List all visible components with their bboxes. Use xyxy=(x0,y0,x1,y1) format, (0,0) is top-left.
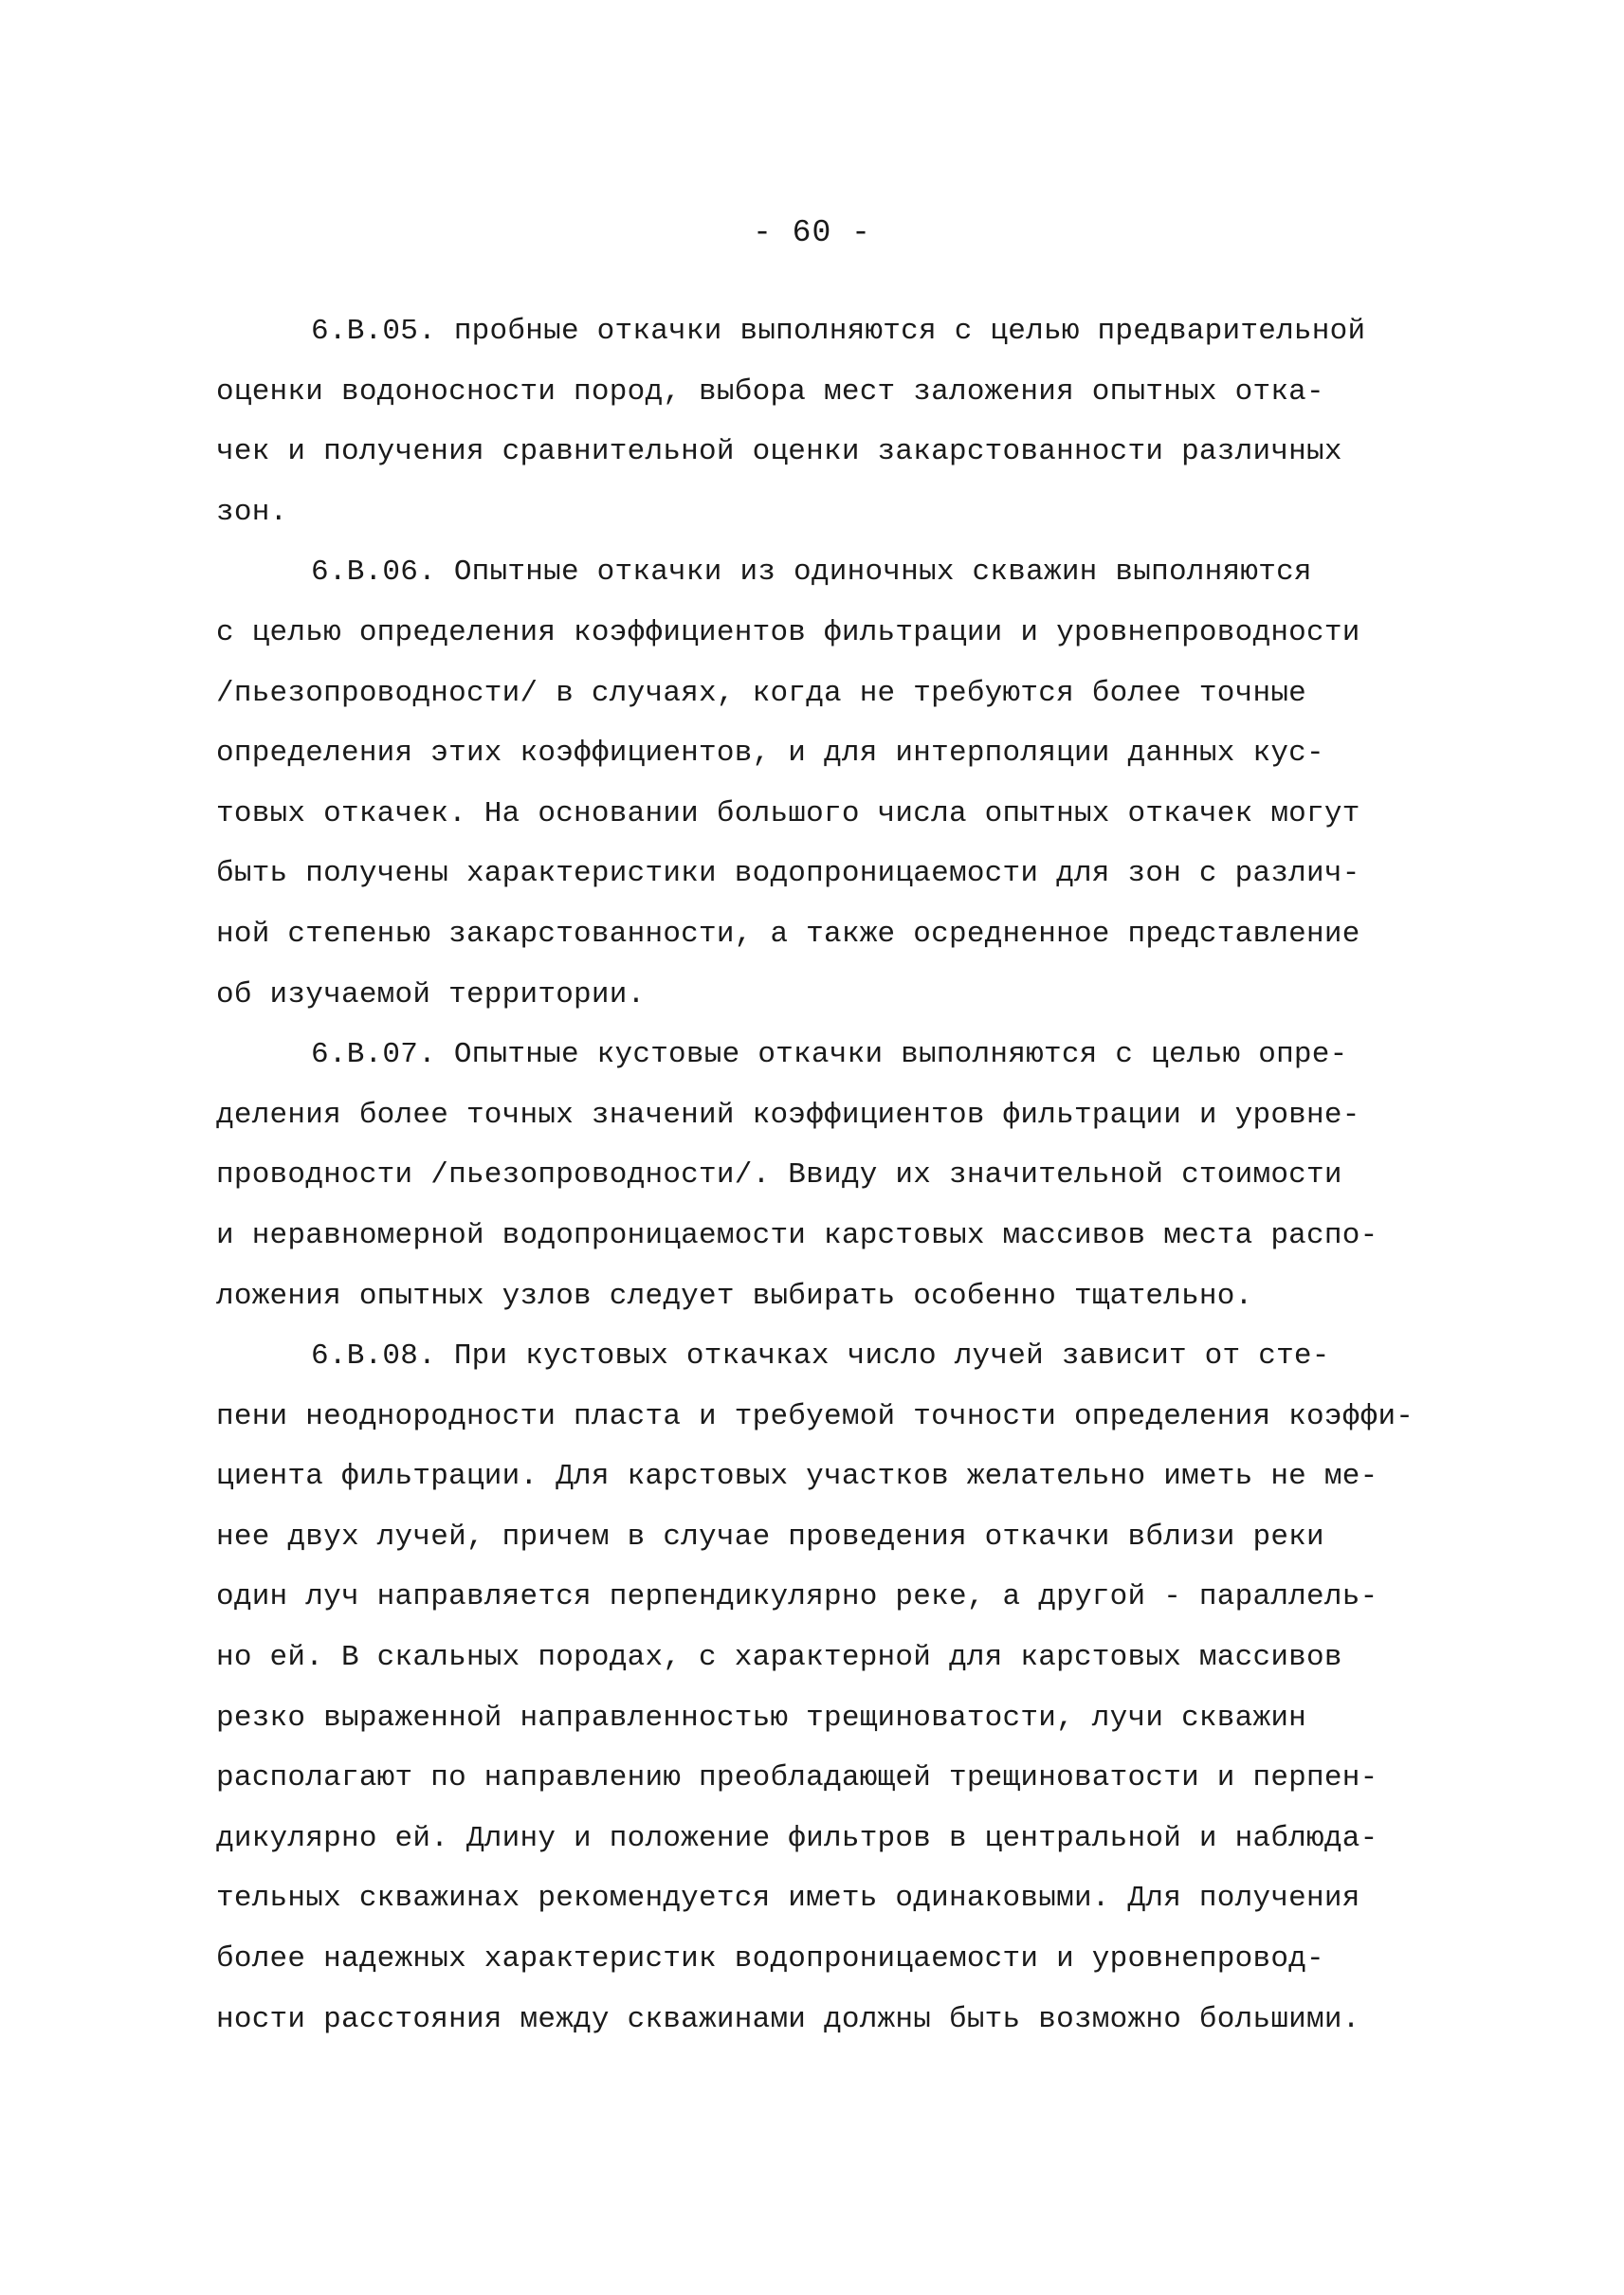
text-line: один луч направляется перпендикулярно реке, а другой - параллель- xyxy=(216,1580,1378,1614)
text-line: циента фильтрации. Для карстовых участков желательно иметь не ме- xyxy=(216,1460,1378,1494)
text-line: 6.В.08. При кустовых откачках число лучей зависит от сте- xyxy=(311,1339,1330,1374)
text-line: резко выраженной направленностью трещиноватости, лучи скважин xyxy=(216,1701,1307,1735)
text-line: проводности /пьезопроводности/. Ввиду их значительной стоимости xyxy=(216,1158,1342,1193)
text-line: /пьезопроводности/ в случаях, когда не требуются более точные xyxy=(216,676,1307,710)
text-line: товых откачек. На основании большого числа опытных откачек могут xyxy=(216,796,1360,830)
text-line: пени неоднородности пласта и требуемой точности определения коэффи- xyxy=(216,1399,1414,1433)
text-line: зон. xyxy=(216,495,288,529)
text-line: располагают по направлению преобладающей трещиноватости и перпен- xyxy=(216,1761,1378,1795)
text-line: оценки водоносности пород, выбора мест заложения опытных отка- xyxy=(216,374,1324,409)
text-line: об изучаемой территории. xyxy=(216,977,646,1011)
text-line: ной степенью закарстованности, а также осредненное представление xyxy=(216,917,1360,951)
text-line: 6.В.06. Опытные откачки из одиночных скважин выполняются xyxy=(311,556,1312,590)
text-line: тельных скважинах рекомендуется иметь одинаковыми. Для получения xyxy=(216,1882,1360,1916)
text-line: 6.В.05. пробные откачки выполняются с целью предварительной xyxy=(311,315,1366,348)
text-line: деления более точных значений коэффициентов фильтрации и уровне- xyxy=(216,1098,1360,1132)
text-line: нее двух лучей, причем в случае проведения откачки вблизи реки xyxy=(216,1520,1324,1554)
text-line: ности расстояния между скважинами должны быть возможно большими. xyxy=(216,2002,1360,2036)
text-line: но ей. В скальных породах, с характерной для карстовых массивов xyxy=(216,1641,1342,1675)
text-line: дикулярно ей. Длину и положение фильтров в центральной и наблюда- xyxy=(216,1821,1378,1855)
page-number: - 60 - xyxy=(753,215,871,250)
text-line: 6.В.07. Опытные кустовые откачки выполняются с целью опре- xyxy=(311,1038,1348,1072)
text-line: быть получены характеристики водопроницаемости для зон с различ- xyxy=(216,857,1360,891)
text-line: ложения опытных узлов следует выбирать особенно тщательно. xyxy=(216,1279,1253,1313)
text-line: определения этих коэффициентов, и для интерполяции данных кус- xyxy=(216,737,1324,771)
body-text xyxy=(216,301,1449,2049)
text-line: чек и получения сравнительной оценки закарстованности различных xyxy=(216,435,1342,469)
text-line: более надежных характеристик водопроницаемости и уровнепровод- xyxy=(216,1942,1324,1976)
text-line: с целью определения коэффициентов фильтрации и уровнепроводности xyxy=(216,615,1360,649)
text-line: и неравномерной водопроницаемости карстовых массивов места распо- xyxy=(216,1218,1378,1252)
